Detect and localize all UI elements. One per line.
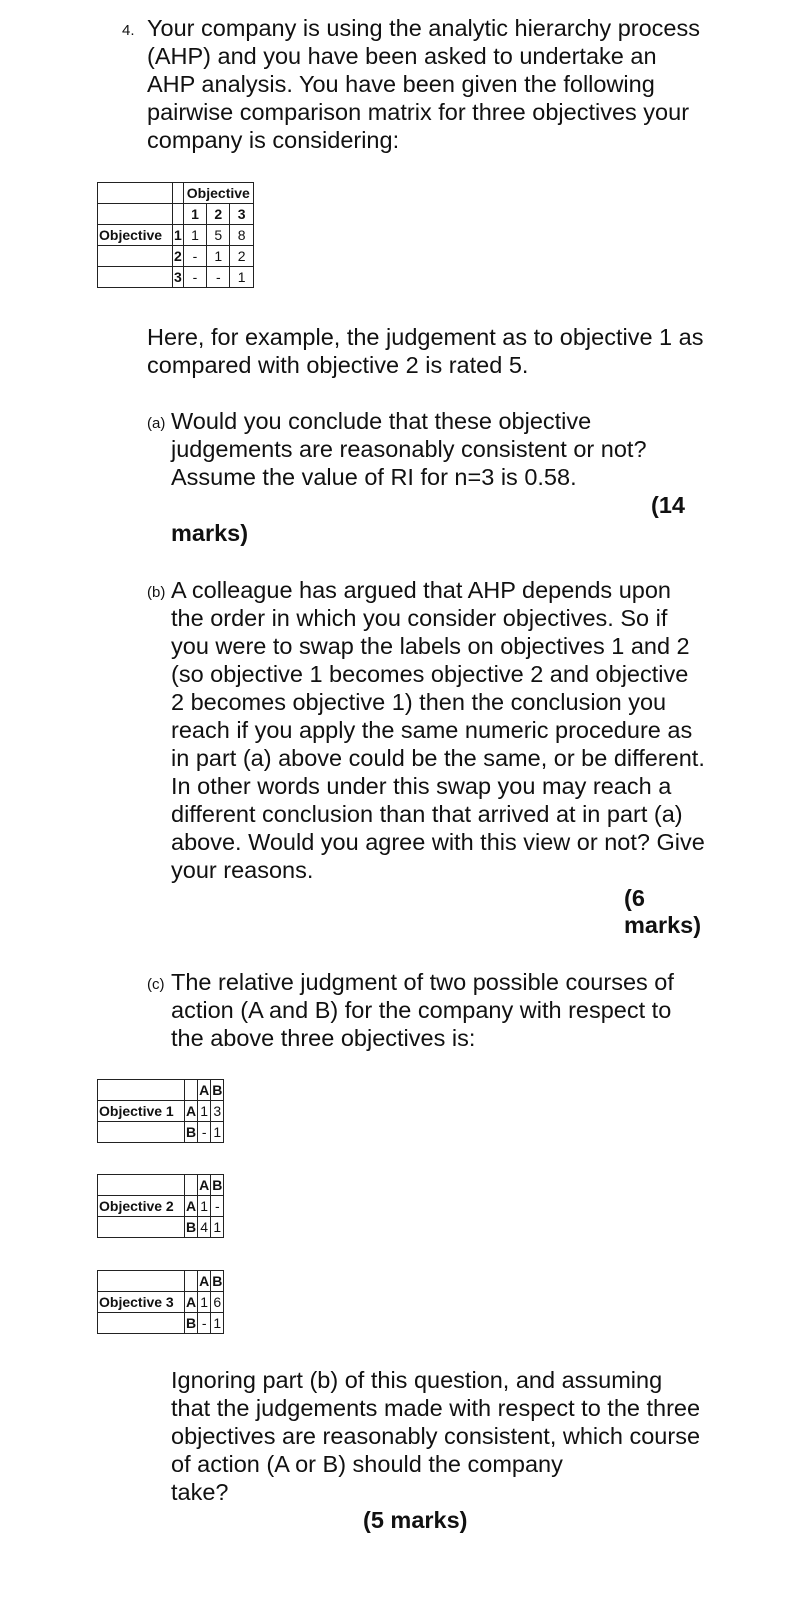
intro-line: AHP analysis. You have been given the following [147, 71, 655, 97]
matrix-header-row [98, 183, 254, 204]
example-text [147, 323, 703, 379]
part-c-line: action (A and B) for the company with respect to [171, 997, 672, 1023]
intro-line: company is considering: [147, 127, 400, 153]
part-a-line: Assume the value of RI for n=3 is 0.58. [171, 464, 577, 490]
part-b-label: (b) [147, 584, 166, 601]
matrix-cell: 1 [230, 267, 253, 288]
table-cell: 1 [198, 1101, 211, 1122]
part-b-line: you were to swap the labels on objectives 1 and 2 [171, 633, 690, 659]
table-cell: - [211, 1196, 224, 1217]
part-b-line: (so objective 1 becomes objective 2 and objective [171, 661, 689, 687]
objective-2-table [97, 1174, 224, 1238]
final-line: objectives are reasonably consistent, which course [171, 1423, 701, 1449]
table-objective-name: Objective 3 [98, 1292, 185, 1313]
pairwise-comparison-matrix [97, 182, 254, 288]
matrix-row [98, 267, 254, 288]
example-line: compared with objective 2 is rated 5. [147, 352, 529, 378]
part-b-line: In other words under this swap you may reach a [171, 773, 672, 799]
part-c-line: the above three objectives is: [171, 1025, 476, 1051]
table-row-label: B [185, 1122, 198, 1143]
part-b-marks-open: (6 [624, 885, 645, 911]
table-cell: 6 [211, 1292, 224, 1313]
part-c-text [171, 968, 674, 1052]
part-a-line: judgements are reasonably consistent or not? [171, 436, 647, 462]
final-line: that the judgements made with respect to the three [171, 1395, 701, 1421]
part-b-line: your reasons. [171, 857, 314, 883]
matrix-cell: 1 [183, 225, 206, 246]
table-cell: - [198, 1313, 211, 1334]
part-a-marks-close: marks) [171, 520, 249, 546]
matrix-cell: - [183, 267, 206, 288]
matrix-cell: 8 [230, 225, 253, 246]
intro-line: (AHP) and you have been asked to undertake an [147, 43, 657, 69]
table-row-label: A [185, 1196, 198, 1217]
part-b-line: the order in which you consider objectives. So if [171, 605, 668, 631]
question-number: 4. [122, 22, 135, 39]
table-cell: - [198, 1122, 211, 1143]
table-col-label: B [211, 1271, 224, 1292]
matrix-row-label: 1 [173, 225, 184, 246]
part-b-line: above. Would you agree with this view or not? Give [171, 829, 705, 855]
table-cell: 1 [198, 1292, 211, 1313]
matrix-cell: - [207, 267, 230, 288]
matrix-col-label: 3 [230, 204, 253, 225]
table-col-label: A [198, 1080, 211, 1101]
table-cell: 4 [198, 1217, 211, 1238]
table-row-label: A [185, 1101, 198, 1122]
matrix-col-label: 1 [183, 204, 206, 225]
final-question-text [171, 1366, 700, 1506]
matrix-row-label: 3 [173, 267, 184, 288]
matrix-row-header: Objective [98, 225, 173, 246]
part-a-marks-open: (14 [651, 492, 685, 518]
table-cell: 1 [198, 1196, 211, 1217]
part-a-text [171, 407, 647, 491]
final-line: Ignoring part (b) of this question, and assuming [171, 1367, 663, 1393]
objective-3-table [97, 1270, 224, 1334]
part-b-line: different conclusion than that arrived at in part (a) [171, 801, 683, 827]
matrix-row-label: 2 [173, 246, 184, 267]
part-a-line: Would you conclude that these objective [171, 408, 592, 434]
matrix-col-label-row [98, 204, 254, 225]
table-col-label: A [198, 1175, 211, 1196]
table-col-label: B [211, 1175, 224, 1196]
final-line: of action (A or B) should the company [171, 1451, 563, 1477]
part-a-label: (a) [147, 415, 166, 432]
question-intro [147, 14, 700, 154]
table-objective-name: Objective 1 [98, 1101, 185, 1122]
part-b-line: in part (a) above could be the same, or be different. [171, 745, 705, 771]
table-cell: 1 [211, 1122, 224, 1143]
matrix-cell: 2 [230, 246, 253, 267]
example-line: Here, for example, the judgement as to objective 1 as [147, 324, 704, 350]
matrix-row [98, 246, 254, 267]
table-row-label: B [185, 1313, 198, 1334]
part-b-line: 2 becomes objective 1) then the conclusion you [171, 689, 667, 715]
table-cell: 1 [211, 1313, 224, 1334]
table-col-label: A [198, 1271, 211, 1292]
table-col-label: B [211, 1080, 224, 1101]
part-b-text [171, 576, 705, 884]
part-c-marks: (5 marks) [363, 1507, 468, 1533]
part-b-line: reach if you apply the same numeric procedure as [171, 717, 693, 743]
part-b-line: A colleague has argued that AHP depends upon [171, 577, 671, 603]
intro-line: pairwise comparison matrix for three objectives your [147, 99, 690, 125]
matrix-cell: - [183, 246, 206, 267]
matrix-cell: 1 [207, 246, 230, 267]
final-line: take? [171, 1479, 229, 1505]
part-c-line: The relative judgment of two possible courses of [171, 969, 674, 995]
intro-line: Your company is using the analytic hierarchy process [147, 15, 700, 41]
matrix-column-group-header: Objective [183, 183, 253, 204]
matrix-cell: 5 [207, 225, 230, 246]
table-cell: 1 [211, 1217, 224, 1238]
objective-1-table [97, 1079, 224, 1143]
table-objective-name: Objective 2 [98, 1196, 185, 1217]
matrix-row [98, 225, 254, 246]
table-row-label: A [185, 1292, 198, 1313]
part-c-label: (c) [147, 976, 165, 993]
matrix-col-label: 2 [207, 204, 230, 225]
table-cell: 3 [211, 1101, 224, 1122]
table-row-label: B [185, 1217, 198, 1238]
part-b-marks-close: marks) [624, 912, 702, 938]
